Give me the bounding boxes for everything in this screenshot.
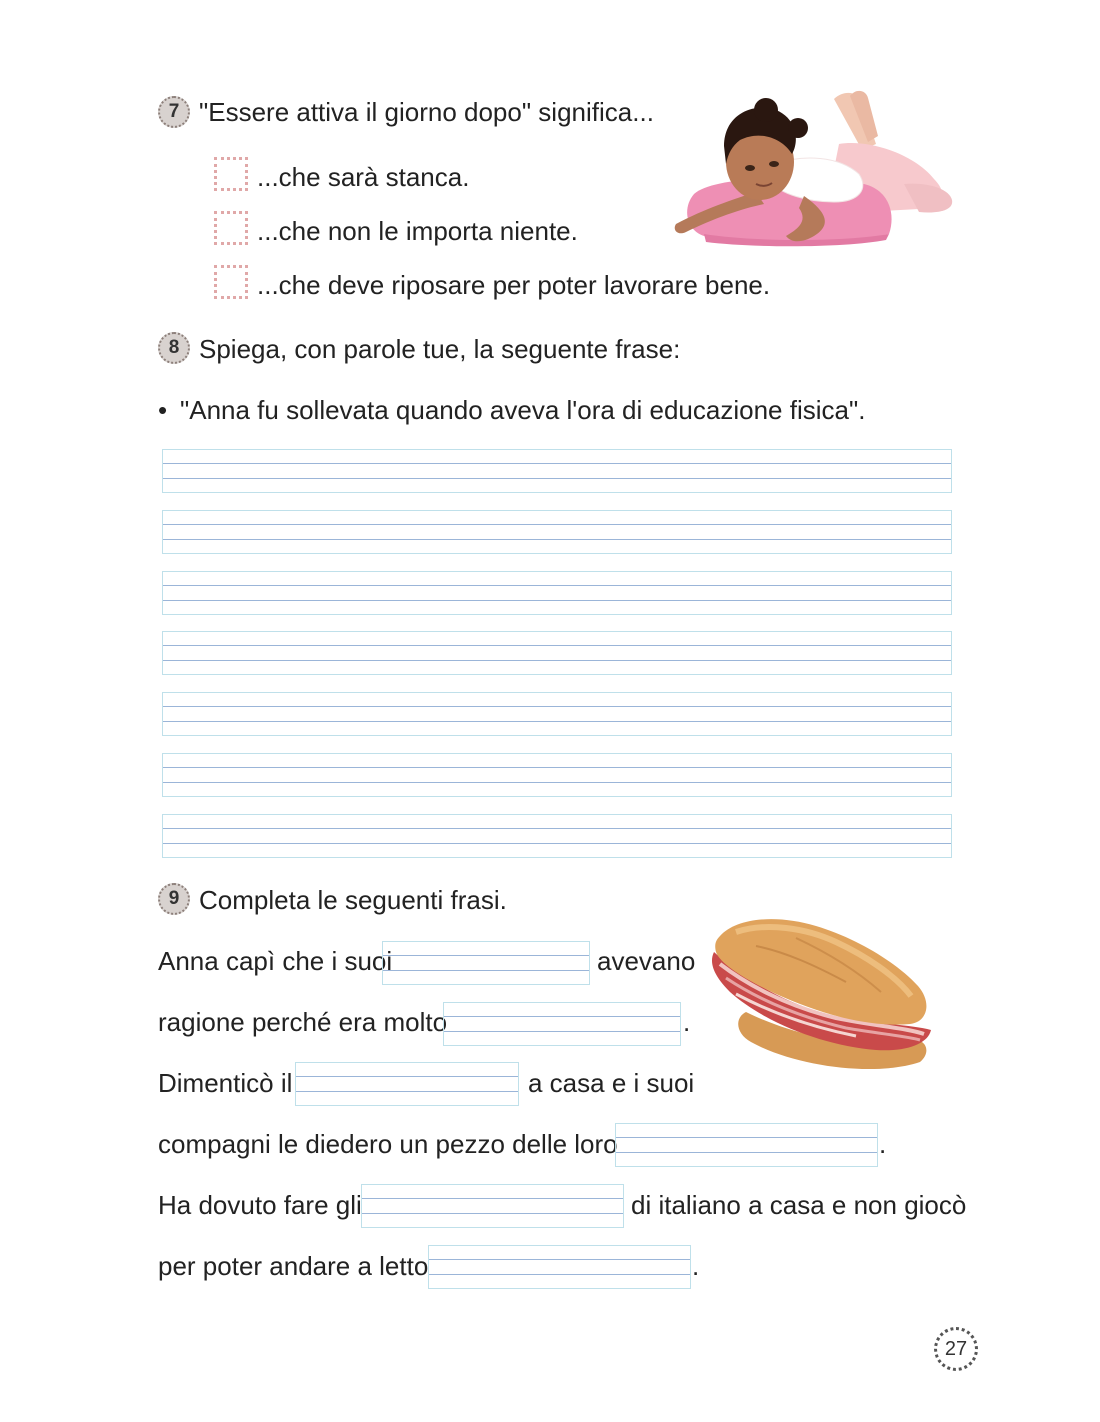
- ham-sandwich-image: [706, 912, 936, 1074]
- sentence-2-before: ragione perché era molto: [158, 1007, 448, 1037]
- sentence-1-after: avevano: [597, 946, 696, 976]
- blank-3[interactable]: [295, 1062, 519, 1106]
- answer-line-3[interactable]: [162, 571, 952, 615]
- exercise-9-badge: 9: [158, 883, 190, 915]
- answer-line-6[interactable]: [162, 753, 952, 797]
- bullet: •: [158, 395, 168, 425]
- sentence-5-before: Ha dovuto fare gli: [158, 1190, 362, 1220]
- blank-1[interactable]: [382, 941, 590, 985]
- page-number: 27: [934, 1327, 978, 1371]
- answer-line-2[interactable]: [162, 510, 952, 554]
- option-1-label: ...che sarà stanca.: [257, 162, 470, 192]
- sentence-1-before: Anna capì che i suoi: [158, 946, 393, 976]
- blank-6[interactable]: [428, 1245, 691, 1289]
- girl-resting-on-pillow-image: [664, 84, 954, 250]
- option-1-checkbox[interactable]: [214, 157, 248, 191]
- exercise-7-question: "Essere attiva il giorno dopo" significa...: [199, 97, 654, 127]
- blank-4[interactable]: [615, 1123, 878, 1167]
- exercise-8-question: Spiega, con parole tue, la seguente frase:: [199, 334, 681, 364]
- option-3-checkbox[interactable]: [214, 265, 248, 299]
- option-2-label: ...che non le importa niente.: [257, 216, 578, 246]
- sentence-6-before: per poter andare a letto: [158, 1251, 429, 1281]
- sentence-3-after: a casa e i suoi: [528, 1068, 695, 1098]
- exercise-9-question: Completa le seguenti frasi.: [199, 885, 507, 915]
- exercise-8-quote: "Anna fu sollevata quando aveva l'ora di educazione fisica".: [180, 395, 866, 425]
- answer-line-5[interactable]: [162, 692, 952, 736]
- exercise-7-badge: 7: [158, 96, 190, 128]
- answer-line-7[interactable]: [162, 814, 952, 858]
- sentence-4-before: compagni le diedero un pezzo delle loro: [158, 1129, 618, 1159]
- answer-line-4[interactable]: [162, 631, 952, 675]
- sentence-2-after: .: [683, 1007, 691, 1037]
- sentence-4-after: .: [879, 1129, 887, 1159]
- option-2-checkbox[interactable]: [214, 211, 248, 245]
- option-3-label: ...che deve riposare per poter lavorare bene.: [257, 270, 771, 300]
- blank-2[interactable]: [443, 1002, 681, 1046]
- blank-5[interactable]: [361, 1184, 624, 1228]
- sentence-5-after: di italiano a casa e non giocò: [631, 1190, 967, 1220]
- sentence-6-after: .: [692, 1251, 700, 1281]
- answer-line-1[interactable]: [162, 449, 952, 493]
- exercise-8-badge: 8: [158, 332, 190, 364]
- sentence-3-before: Dimenticò il: [158, 1068, 293, 1098]
